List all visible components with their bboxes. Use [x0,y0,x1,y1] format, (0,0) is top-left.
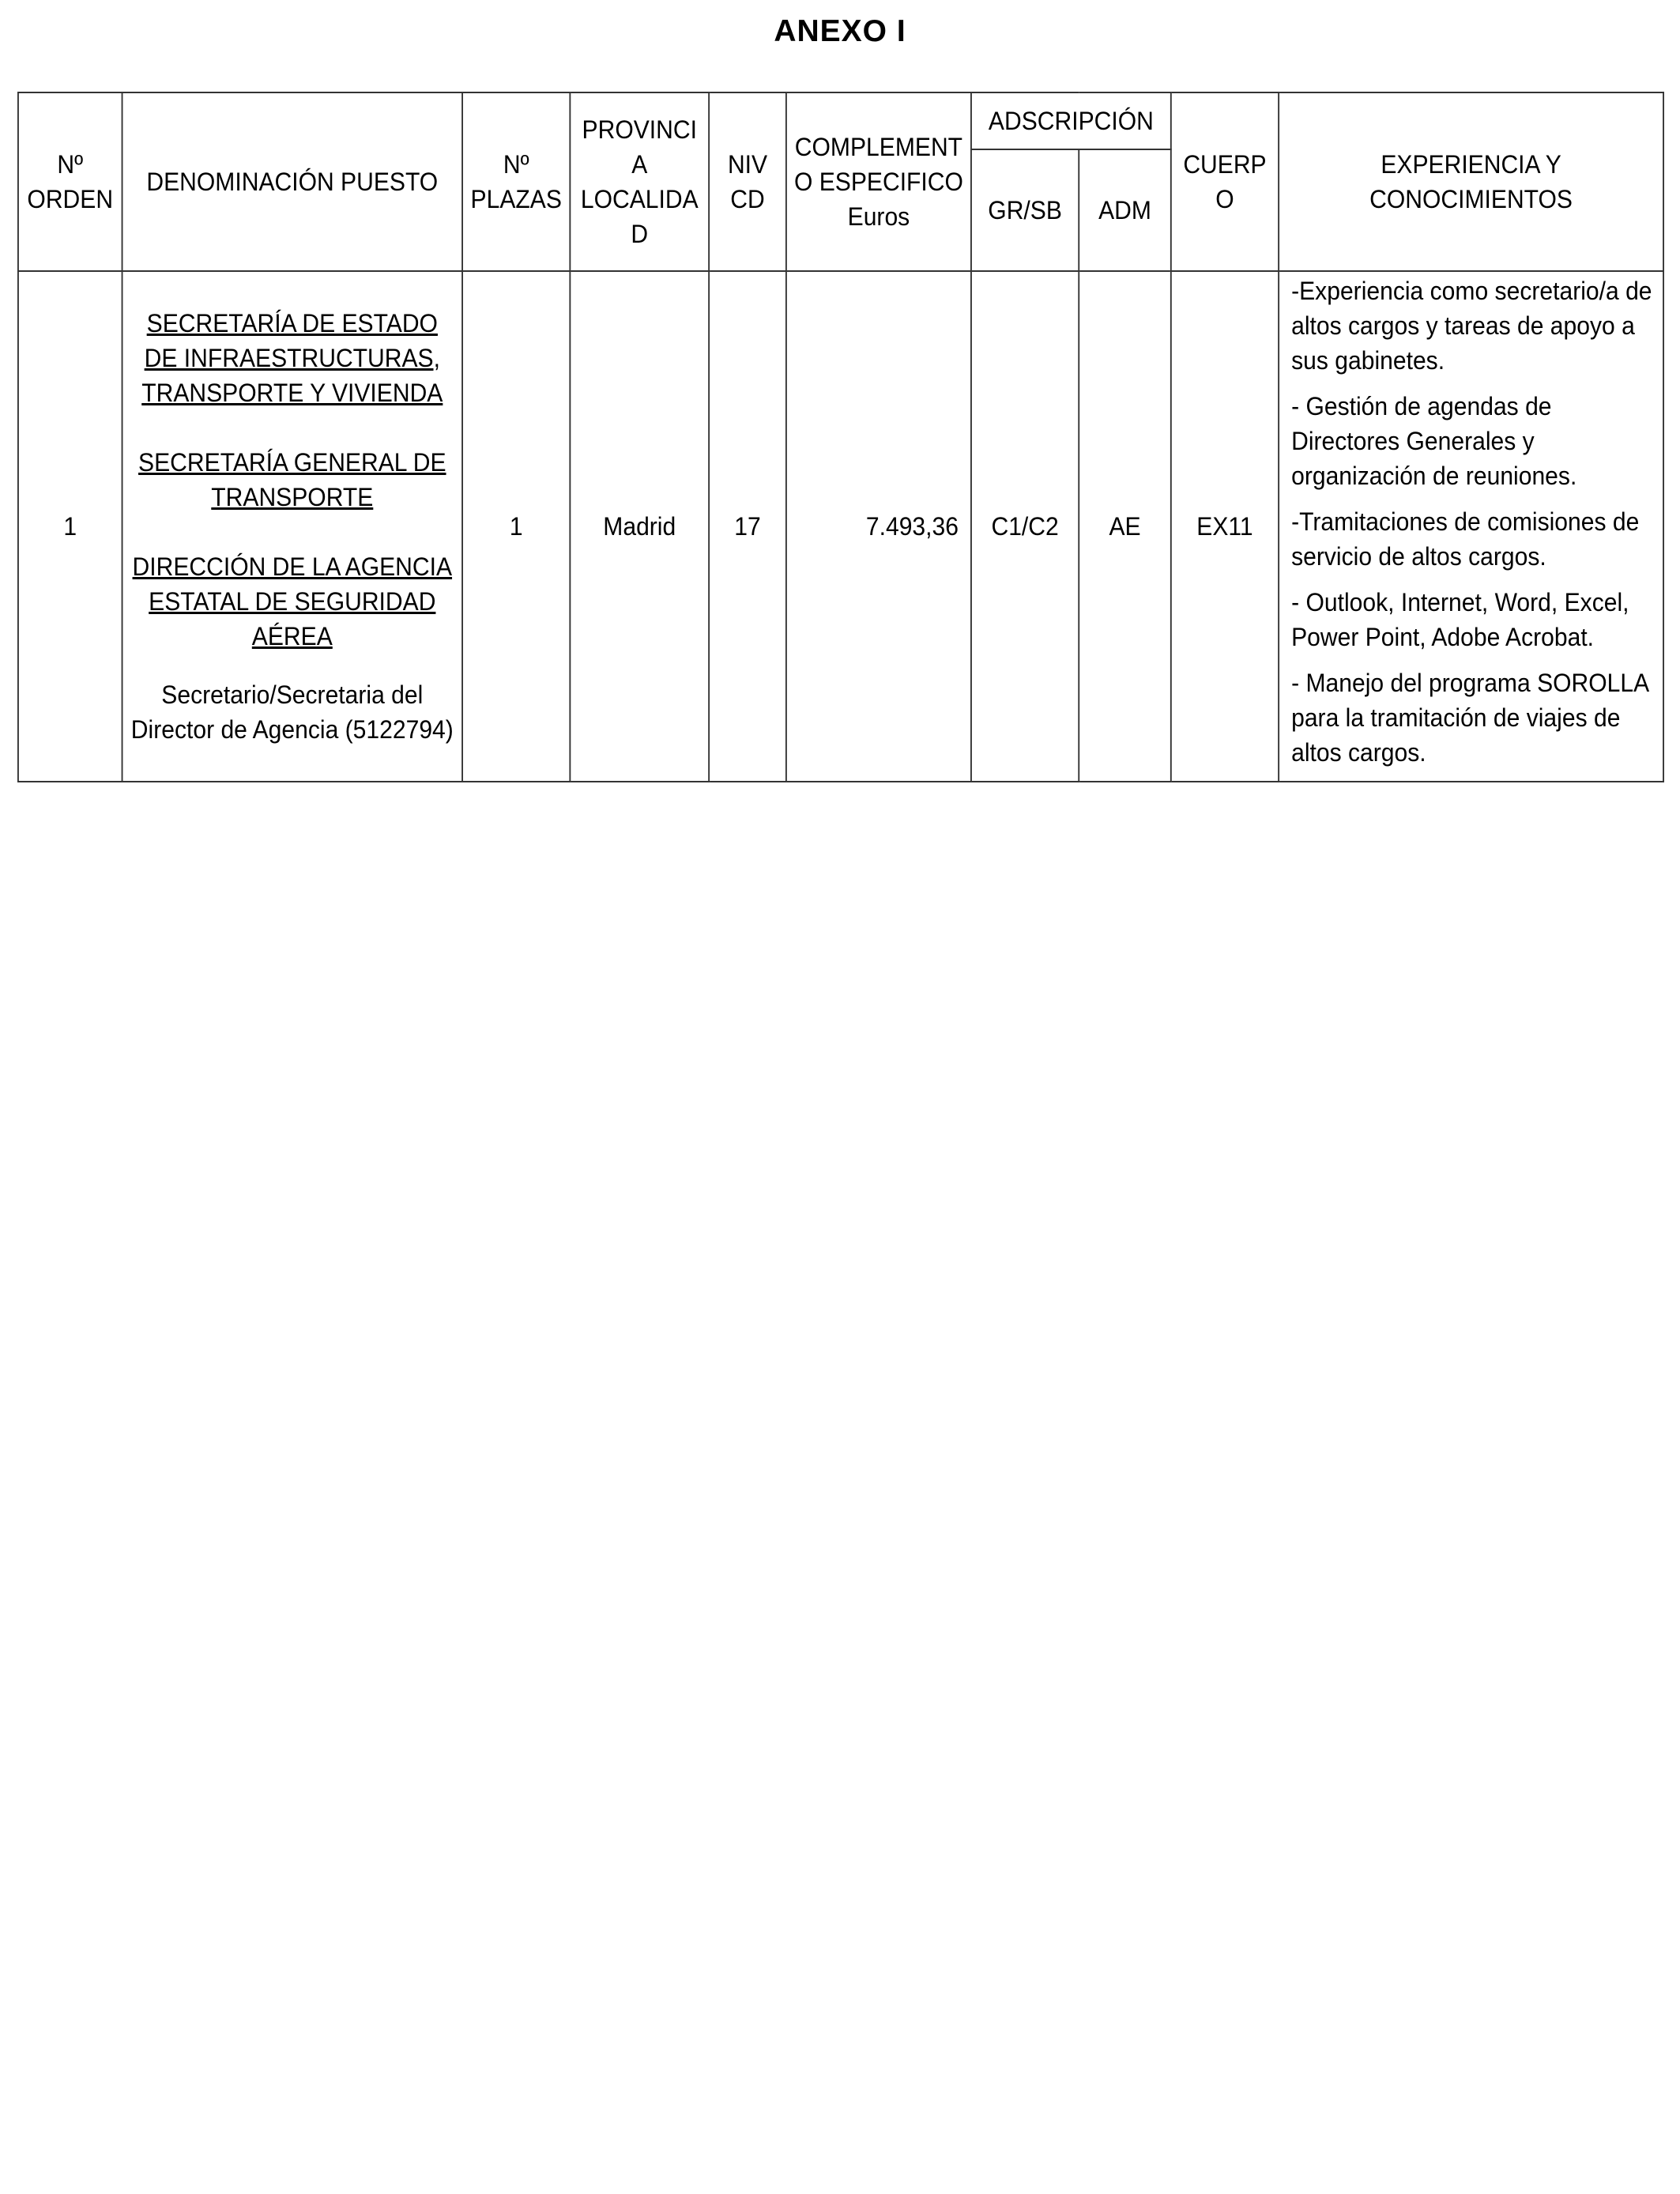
table-body [18,271,1663,782]
cell-orden: 1 [18,271,122,782]
org-unit-direccion-agencia: DIRECCIÓN DE LA AGENCIA ESTATAL DE SEGURIDAD AÉREA [132,552,453,650]
org-unit-secretaria-estado: SECRETARÍA DE ESTADO DE INFRAESTRUCTURAS, TRANSPORTE Y VIVIENDA [141,309,443,407]
header-experiencia: EXPERIENCIA Y CONOCIMIENTOS [1279,92,1663,271]
experience-item: - Outlook, Internet, Word, Excel, Power Point, Adobe Acrobat. [1291,588,1629,651]
cell-grsb: C1/C2 [971,271,1079,782]
experience-item: - Manejo del programa SOROLLA para la tramitación de viajes de altos cargos. [1291,669,1648,767]
table-header [18,92,1663,271]
header-niv: NIV CD [709,92,786,271]
header-adm: ADM [1079,149,1171,271]
header-adscripcion: ADSCRIPCIÓN [971,92,1171,149]
document-title: ANEXO I [774,14,906,48]
org-unit-secretaria-general: SECRETARÍA GENERAL DE TRANSPORTE [138,448,446,511]
header-cuerpo: CUERPO [1171,92,1279,271]
cell-niv: 17 [709,271,786,782]
cell-localidad: Madrid [570,271,709,782]
annex-table [17,92,1664,782]
header-orden: Nº ORDEN [18,92,122,271]
cell-cuerpo: EX11 [1171,271,1279,782]
header-provincia: PROVINCIA LOCALIDAD [570,92,709,271]
header-denominacion: DENOMINACIÓN PUESTO [122,92,463,271]
post-name: Secretario/Secretaria del Director de Agencia (5122794) [130,680,454,744]
cell-plazas: 1 [462,271,570,782]
experience-item: -Experiencia como secretario/a de altos cargos y tareas de apoyo a sus gabinetes. [1291,277,1652,375]
cell-complemento: 7.493,36 [786,271,971,782]
header-complemento: COMPLEMENTO ESPECIFICO Euros [786,92,971,271]
header-plazas: Nº PLAZAS [462,92,570,271]
header-grsb: GR/SB [971,149,1079,271]
experience-item: -Tramitaciones de comisiones de servicio de altos cargos. [1291,507,1640,571]
cell-denominacion [122,271,463,782]
experience-item: - Gestión de agendas de Directores Generales y organización de reuniones. [1291,392,1577,490]
table-row [18,271,1663,782]
cell-adm: AE [1079,271,1171,782]
cell-experiencia [1279,271,1663,782]
header-row-top [18,92,1663,149]
